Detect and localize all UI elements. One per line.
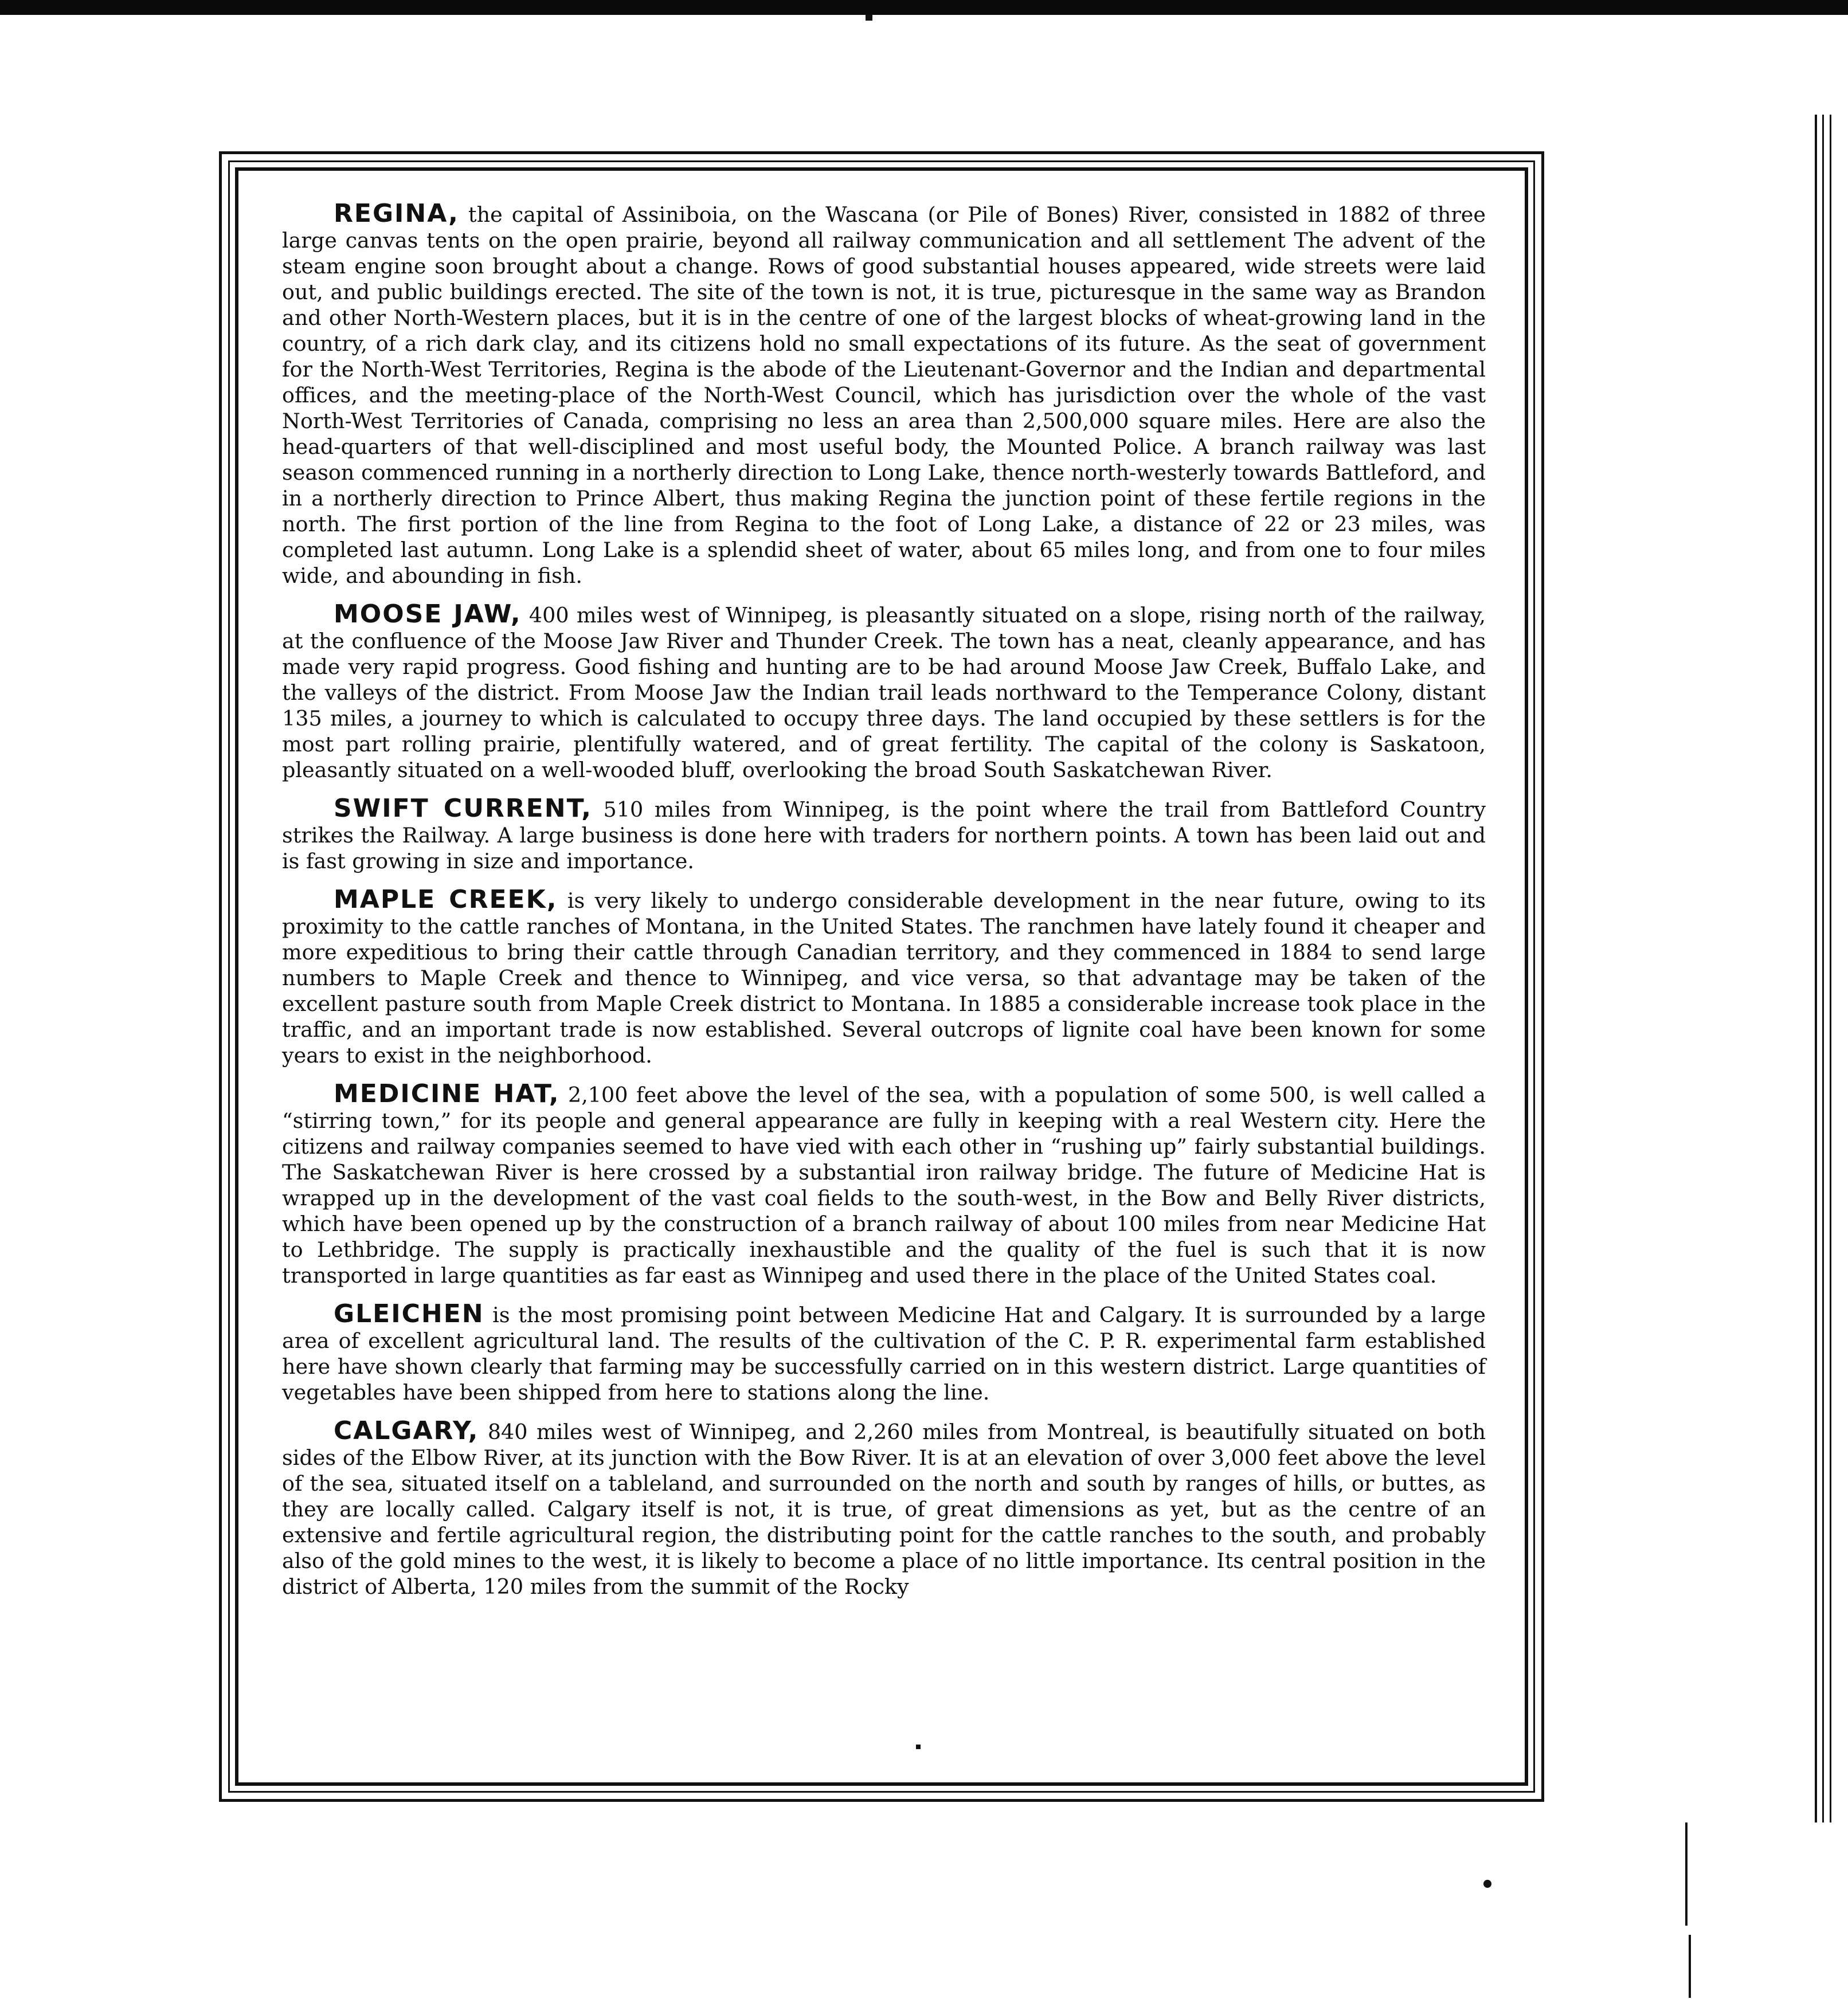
heading-medicine-hat: MEDICINE HAT,	[334, 1079, 560, 1108]
document-body	[282, 201, 1486, 1612]
text-calgary: 840 miles west of Winnipeg, and 2,260 miles from Montreal, is beautifully situated on both sides of the Elbow River, at its junction with the Bow River. It is at an elevation of over 3,000 feet above the level of the sea, situated itself on a tableland, and surrounded on the north and south by ranges of hills, or buttes, as they are locally called. Calgary itself is not, it is true, of great dimensions as yet, but as the centre of an extensive and fertile agricultural region, the distributing point for the cattle ranches to the south, and probably also of the gold mines to the west, it is likely to become a place of no little importance. Its central position in the district of Alberta, 120 miles from the summit of the Rocky	[282, 1420, 1486, 1599]
paragraph-medicine-hat	[282, 1081, 1486, 1288]
text-swift-current: 510 miles from Winnipeg, is the point where the trail from Battleford Country strikes the Railway. A large business is done here with traders for northern points. A town has been laid out and is fast growing in size and importance.	[282, 797, 1486, 873]
heading-gleichen: GLEICHEN	[334, 1299, 484, 1328]
print-mark	[916, 1745, 921, 1749]
heading-maple-creek: MAPLE CREEK,	[334, 885, 558, 914]
text-medicine-hat: 2,100 feet above the level of the sea, with a population of some 500, is well called a “stirring town,” for its people and general appearance are fully in keeping with a real Western city. Here the citizens and railway companies seemed to have vied with each other in “rushing up” fairly substantial buildings. The Saskatchewan River is here crossed by a substantial iron railway bridge. The future of Medicine Hat is wrapped up in the development of the vast coal fields to the south-west, in the Bow and Belly River districts, which have been opened up by the construction of a branch railway of about 100 miles from near Medicine Hat to Lethbridge. The supply is practically inexhaustible and the quality of the fuel is such that it is now transported in large quantities as far east as Winnipeg and used there in the place of the United States coal.	[282, 1083, 1486, 1288]
paragraph-gleichen	[282, 1301, 1486, 1405]
adjacent-page-border-outer	[1830, 115, 1837, 1822]
text-gleichen: is the most promising point between Medicine Hat and Calgary. It is surrounded by a large area of excellent agricultural land. The results of the cultivation of the C. P. R. experimental farm established here have shown clearly that farming may be successfully carried on in this western district. Large quantities of vegetables have been shipped from here to stations along the line.	[282, 1303, 1486, 1405]
scan-mark	[866, 15, 872, 21]
text-maple-creek: is very likely to undergo considerable development in the near future, owing to its proximity to the cattle ranches of Montana, in the United States. The ranchmen have lately found it cheaper and more expeditious to bring their cattle through Canadian territory, and they commenced in 1884 to send large numbers to Maple Creek and thence to Winnipeg, and vice versa, so that advantage may be taken of the excellent pasture south from Maple Creek district to Montana. In 1885 a considerable increase took place in the traffic, and an important trade is now established. Several outcrops of lignite coal have been known for some years to exist in the neighborhood.	[282, 888, 1486, 1068]
ink-dot	[1483, 1880, 1491, 1888]
paragraph-regina	[282, 201, 1486, 589]
heading-swift-current: SWIFT CURRENT,	[334, 794, 593, 823]
page-edge-line	[1685, 1822, 1688, 1926]
heading-regina: REGINA,	[334, 199, 459, 228]
adjacent-page-border	[1815, 115, 1824, 1822]
text-moose-jaw: 400 miles west of Winnipeg, is pleasantly situated on a slope, rising north of the railway, at the confluence of the Moose Jaw River and Thunder Creek. The town has a neat, cleanly appearance, and has made very rapid progress. Good fishing and hunting are to be had around Moose Jaw Creek, Buffalo Lake, and the valleys of the district. From Moose Jaw the Indian trail leads northward to the Temperance Colony, distant 135 miles, a journey to which is calculated to occupy three days. The land occupied by these settlers is for the most part rolling prairie, plentifully watered, and of great fertility. The capital of the colony is Saskatoon, pleasantly situated on a well-wooded bluff, overlooking the broad South Saskatchewan River.	[282, 603, 1486, 782]
paragraph-moose-jaw	[282, 601, 1486, 783]
text-regina: the capital of Assiniboia, on the Wascana (or Pile of Bones) River, consisted in 1882 of three large canvas tents on the open prairie, beyond all railway communication and all settlement The advent of the steam engine soon brought about a change. Rows of good substantial houses appeared, wide streets were laid out, and public buildings erected. The site of the town is not, it is true, picturesque in the same way as Brandon and other North-Western places, but it is in the centre of one of the largest blocks of wheat-growing land in the country, of a rich dark clay, and its citizens hold no small expectations of its future. As the seat of government for the North-West Territories, Regina is the abode of the Lieutenant-Governor and the Indian and departmental offices, and the meeting-place of the North-West Council, which has jurisdiction over the whole of the vast North-West Territories of Canada, comprising no less an area than 2,500,000 square miles. Here are also the head-quarters of that well-disciplined and most useful body, the Mounted Police. A branch railway was last season commenced running in a northerly direction to Long Lake, thence north-westerly towards Battleford, and in a northerly direction to Prince Albert, thus making Regina the junction point of these fertile regions in the north. The first portion of the line from Regina to the foot of Long Lake, a distance of 22 or 23 miles, was completed last autumn. Long Lake is a splendid sheet of water, about 65 miles long, and from one to four miles wide, and abounding in fish.	[282, 202, 1486, 588]
paragraph-calgary	[282, 1418, 1486, 1600]
heading-calgary: CALGARY,	[334, 1416, 479, 1445]
scan-top-edge	[0, 0, 1848, 15]
heading-moose-jaw: MOOSE JAW,	[334, 599, 522, 629]
paragraph-swift-current	[282, 795, 1486, 874]
page-edge-bracket	[1679, 1935, 1691, 1998]
paragraph-maple-creek	[282, 887, 1486, 1068]
